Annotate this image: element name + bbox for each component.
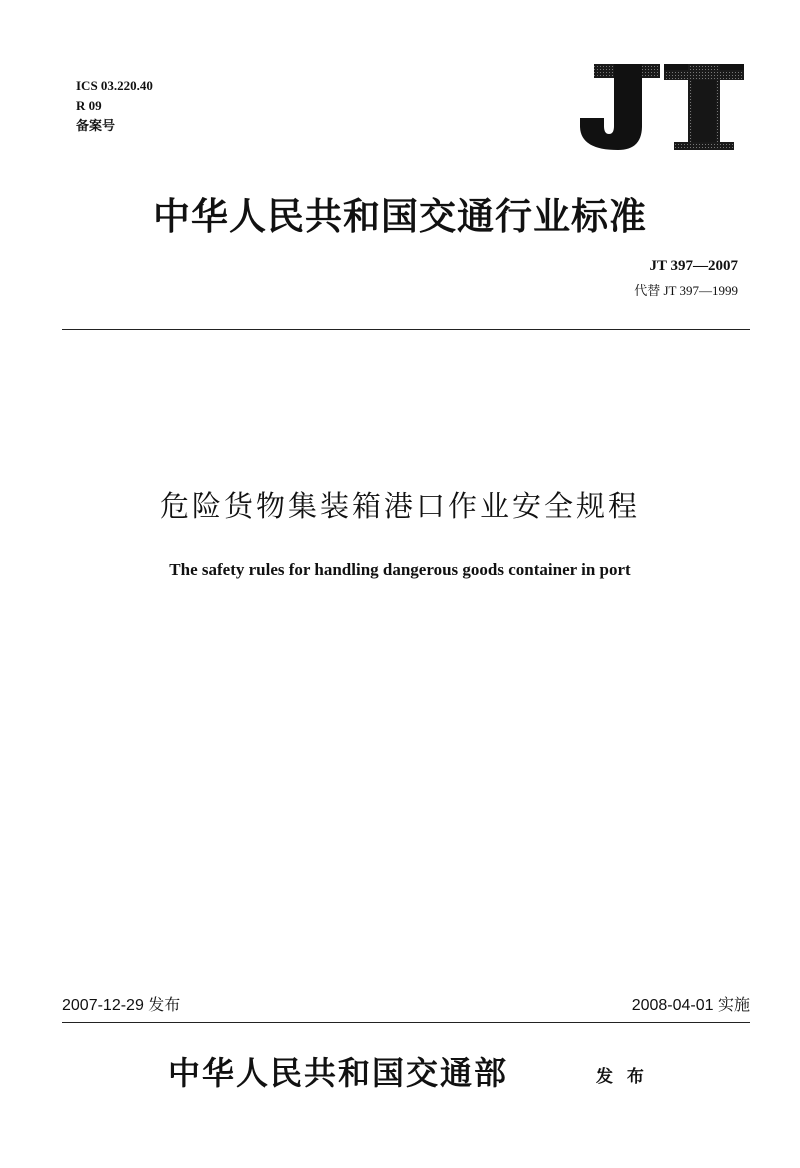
standard-type-title: 中华人民共和国交通行业标准 bbox=[153, 194, 647, 238]
document-title: 危险货物集装箱港口作业安全规程 bbox=[159, 489, 640, 523]
footer-divider bbox=[62, 1022, 750, 1023]
implement-date: 2008-04-01 实施 bbox=[631, 997, 750, 1014]
issue-label: 发 布 bbox=[596, 1067, 648, 1087]
standard-code: JT 397—2007 bbox=[649, 258, 738, 274]
jt-logo bbox=[578, 62, 746, 152]
publish-date: 2007-12-29 发布 bbox=[62, 997, 181, 1014]
document-subtitle-en: The safety rules for handling dangerous goods container in port bbox=[169, 560, 631, 579]
classification-code: R 09 bbox=[76, 98, 102, 113]
header-divider bbox=[62, 329, 750, 330]
ics-code: ICS 03.220.40 bbox=[76, 78, 153, 93]
record-number-label: 备案号 bbox=[76, 118, 116, 133]
replaces-standard: 代替 JT 397—1999 bbox=[634, 283, 738, 298]
issuing-authority: 中华人民共和国交通部 bbox=[168, 1054, 509, 1092]
